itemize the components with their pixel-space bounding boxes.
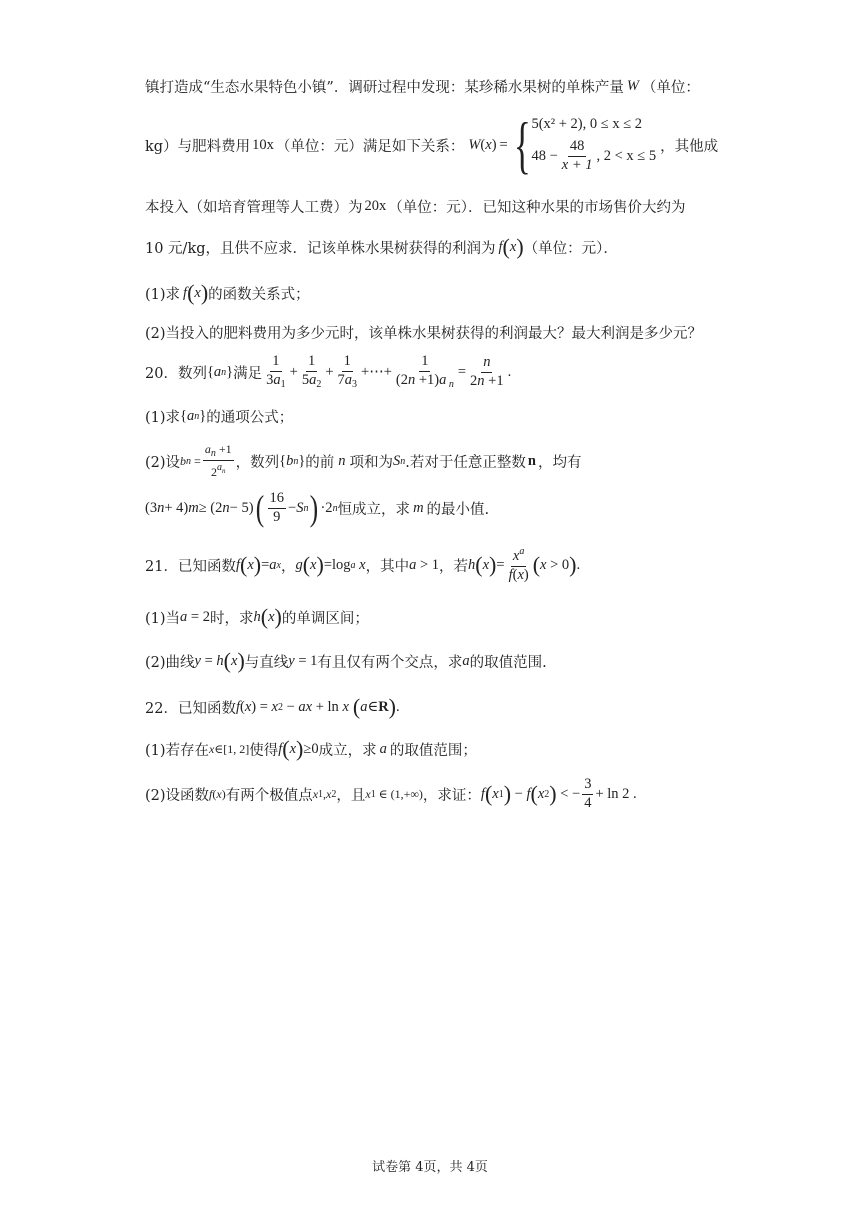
- problem19-line1: 镇打造成“生态水果特色小镇”．调研过程中发现：某珍稀水果树的单株产量 W （单位：: [145, 78, 700, 96]
- problem20-q2: (2)设 b n = $\frac{a_n +1}{2^{a_n}}$ ，数列 { b n } 的前 n 项和为 S n .若对于任意正整数 n ，均有: [145, 441, 582, 479]
- piecewise-brace: {: [513, 109, 531, 180]
- problem22-stem: 22．已知函数 f ( x ) = x 2 − ax + ln x ( a ∈ R ) .: [145, 694, 400, 719]
- problem22-q2: (2)设函数 f ( x ) 有两个极值点 x 1 , x 2 ，且 x 1 ∈ (1,+∞) ，求证： f ( x 1 ) − f ( x 2 ) < − $\frac{3}{4}$ + ln 2 .: [145, 775, 637, 811]
- problem21-q2: (2)曲线 y = h ( x ) 与直线 y = 1 有且仅有两个交点，求 a 的取值范围.: [145, 648, 547, 673]
- W-of-x: W: [468, 136, 481, 153]
- problem19-q2: (2)当投入的肥料费用为多少元时，该单株水果树获得的利润最大？最大利润是多少元？: [145, 326, 703, 342]
- problem20-inequality: (3 n + 4) m ≥ (2 n − 5) ( $\frac{16}{9}$ − S n ) ·2 n 恒成立，求 m 的最小值.: [145, 488, 490, 528]
- problem19-q1: (1)求 f ( x ) 的函数关系式；: [145, 280, 310, 305]
- problem19-line4: 10 元/kg，且供不应求．记该单株水果树获得的利润为 f ( x ) （单位：元）．: [145, 234, 618, 259]
- problem21-q1: (1)当 a = 2 时，求 h ( x ) 的单调区间；: [145, 604, 369, 629]
- piecewise-cases: 5(x² + 2), 0 ≤ x ≤ 2 48 − $\frac{48}{x + 1}$ , 2 < x ≤ 5: [531, 116, 657, 173]
- problem21-stem: 21．已知函数 f ( x ) = a x ， g ( x ) =log a x ，其中 a > 1 ，若 h ( x ) = $\frac{x^a}{f(x)}$ ( x > 0 ) .: [145, 546, 581, 583]
- problem20-q1: (1)求 { a n } 的通项公式；: [145, 408, 294, 426]
- problem20-stem: 20．数列 { a n } 满足 $\frac{1}{3a_1}$ + $\frac{1}{5a_2}$ + $\frac{1}{7a_3}$ +⋯+ $\frac{1}{(2n +1)a _n}$ = $\frac{n}{2n +1}$ .: [145, 353, 512, 390]
- problem22-q1: (1)若存在 x ∈[1, 2] 使得 f ( x ) ≥0 成立，求 a 的取值范围；: [145, 736, 477, 761]
- problem19-line3: 本投入（如培育管理等人工费）为 20x （单位：元）．已知这种水果的市场售价大约为: [145, 198, 686, 216]
- page-footer: 试卷第 4页，共 4页: [372, 1160, 488, 1175]
- problem19-line2: kg）与肥料费用 10x （单位：元）满足如下关系： W ( x ) = { 5(x² + 2), 0 ≤ x ≤ 2 48 − $\frac{48}{x + 1}$ , 2 < x ≤ 5 ，其他成: [145, 109, 719, 180]
